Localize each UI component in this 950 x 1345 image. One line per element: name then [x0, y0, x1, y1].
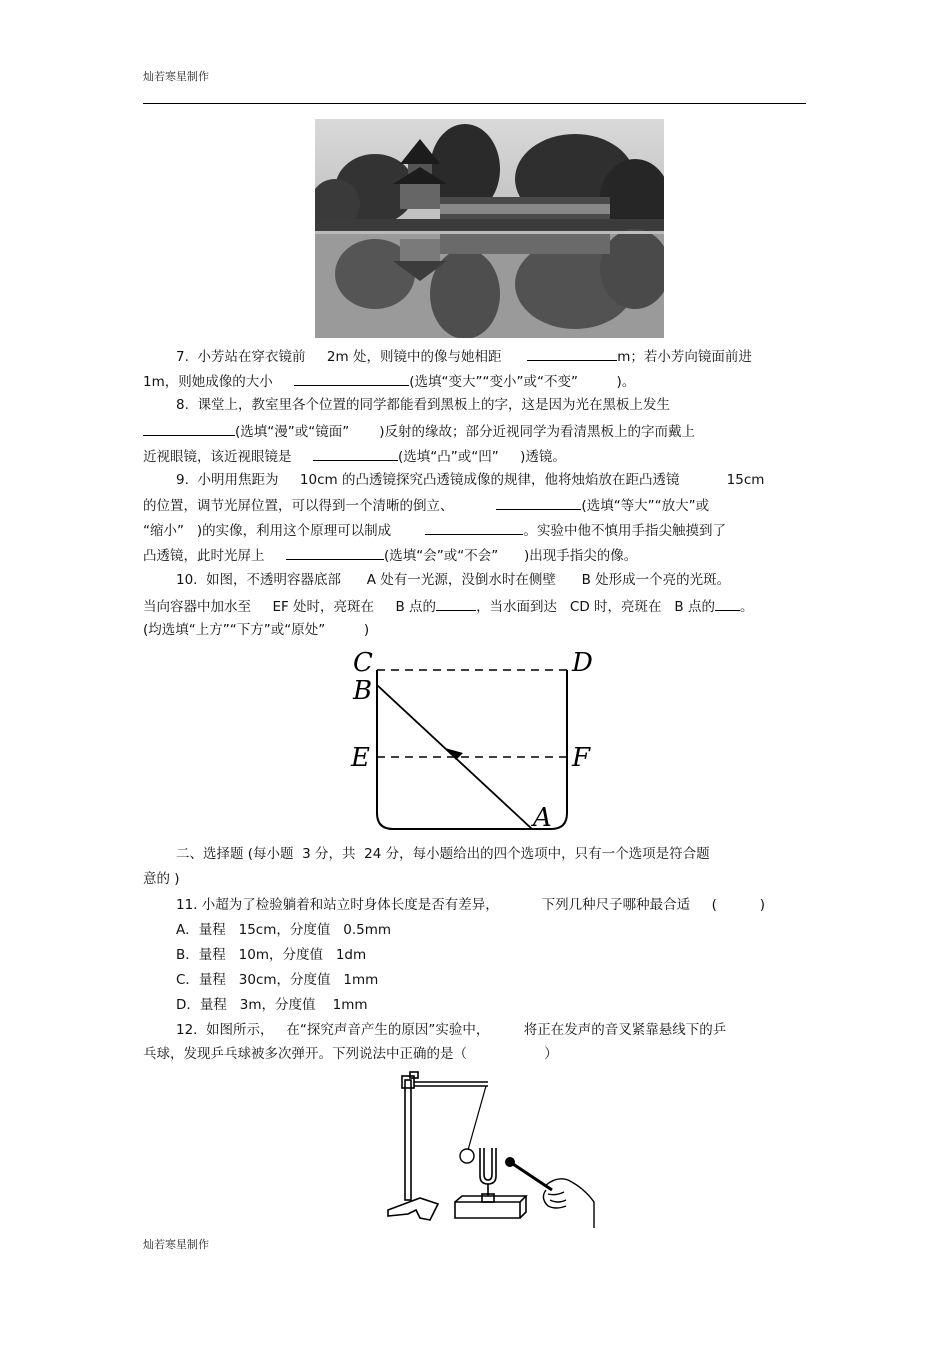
q10-text-b: ，当水面到达 CD 时，亮斑在 B 点的 [476, 599, 715, 615]
q8-line3 [143, 446, 566, 466]
q10-answer-blank-1[interactable] [436, 596, 476, 611]
label-D: D [572, 648, 593, 678]
q8-text-c: 近视眼镜，该近视眼镜是 [143, 449, 313, 465]
label-A: A [533, 803, 552, 833]
q12-line2: 乓球，发现乒乓球被多次弹开。下列说法中正确的是（ ） [143, 1046, 558, 1062]
q11-option-a[interactable]: A．量程 15cm，分度值 0.5mm [176, 922, 392, 938]
iron-stand [388, 1072, 488, 1220]
q12-line1: 12. 如图所示， 在“探究声音产生的原因”实验中， 将正在发声的音叉紧靠悬线下的乒 [176, 1022, 727, 1038]
tuning-fork-diagram [380, 1068, 605, 1233]
q11-option-c[interactable]: C．量程 30cm，分度值 1mm [176, 972, 379, 988]
q9-line2 [143, 495, 709, 515]
label-B: B [353, 676, 373, 706]
q8-answer-blank-1[interactable] [143, 421, 235, 436]
section2-heading-line2: 意的 ) [143, 871, 180, 887]
q9-text-b: (选填“等大”“放大”或 [581, 498, 710, 514]
q7-line1 [176, 346, 752, 366]
q7-answer-blank-2[interactable] [294, 371, 409, 386]
q10-line3: (均选填“上方”“下方”或“原处” ) [143, 622, 370, 638]
q9-line4 [143, 545, 637, 565]
q7-text-b: m；若小芳向镜面前进 [617, 349, 752, 365]
q9-text-d: 。实验中他不慎用手指尖触摸到了 [523, 523, 726, 539]
q11-option-b[interactable]: B．量程 10m，分度值 1dm [176, 947, 367, 963]
q10-line1: 10. 如图，不透明容器底部 A 处有一光源，没倒水时在侧壁 B 处形成一个亮的光斑。 [176, 572, 731, 588]
q7-text-d: (选填“变大”“变小”或“不变” )。 [409, 374, 636, 390]
q9-answer-blank-2[interactable] [425, 520, 523, 535]
label-E: E [351, 743, 370, 773]
q10-text-a: 当向容器中加水至 EF 处时，亮斑在 B 点的 [143, 599, 437, 615]
q8-line1: 8. 课堂上，教室里各个位置的同学都能看到黑板上的字，这是因为光在黑板上发生 [176, 397, 670, 413]
label-F: F [572, 743, 591, 773]
section2-heading-line1: 二、选择题 (每小题 3 分，共 24 分，每小题给出的四个选项中，只有一个选项是符合题 [176, 846, 710, 862]
q9-line1: 9. 小明用焦距为 10cm 的凸透镜探究凸透镜成像的规律，他将烛焰放在距凸透镜 15cm [176, 472, 765, 488]
q9-text-e: 凸透镜，此时光屏上 [143, 548, 286, 564]
q10-line2 [143, 596, 753, 616]
ray-arrowhead [445, 748, 463, 760]
mallet-handle [513, 1164, 552, 1190]
hand-outline [543, 1179, 594, 1228]
q9-text-f: (选填“会”或“不会” )出现手指尖的像。 [383, 548, 638, 564]
q9-line3 [143, 520, 726, 540]
header-rule [143, 103, 806, 104]
page-header: 灿若寒星制作 [143, 70, 209, 83]
q9-text-a: 的位置，调节光屏位置，可以得到一个清晰的倒立、 [143, 498, 497, 514]
q11-option-d[interactable]: D．量程 3m，分度值 1mm [176, 997, 368, 1013]
ping-pong-ball [460, 1149, 474, 1163]
q11-stem: 11. 小超为了检验躺着和站立时身体长度是否有差异， 下列几种尺子哪种最合适 ( ) [176, 897, 766, 913]
q10-text-c: 。 [739, 599, 754, 615]
q8-text-b: (选填“漫”或“镜面” )反射的缘故；部分近视同学为看清黑板上的字而戴上 [235, 424, 696, 440]
q9-answer-blank-3[interactable] [286, 545, 384, 560]
q10-answer-blank-2[interactable] [715, 596, 740, 611]
label-C: C [353, 648, 373, 678]
q7-text-a: 7. 小芳站在穿衣镜前 2m 处，则镜中的像与她相距 [176, 349, 528, 365]
q7-text-c: 1m，则她成像的大小 [143, 374, 295, 390]
container-light-diagram [345, 645, 605, 835]
q8-answer-blank-2[interactable] [313, 446, 398, 461]
suspension-thread [468, 1086, 486, 1150]
q8-text-d: (选填“凸”或“凹” )透镜。 [397, 449, 566, 465]
pavilion-lake-photo [315, 119, 664, 338]
q9-answer-blank-1[interactable] [496, 495, 581, 510]
q7-line2 [143, 371, 635, 391]
q7-answer-blank-1[interactable] [527, 346, 617, 361]
q9-text-c: “缩小” )的实像，利用这个原理可以制成 [143, 523, 426, 539]
page-footer: 灿若寒星制作 [143, 1238, 209, 1251]
q8-line2 [143, 421, 695, 441]
